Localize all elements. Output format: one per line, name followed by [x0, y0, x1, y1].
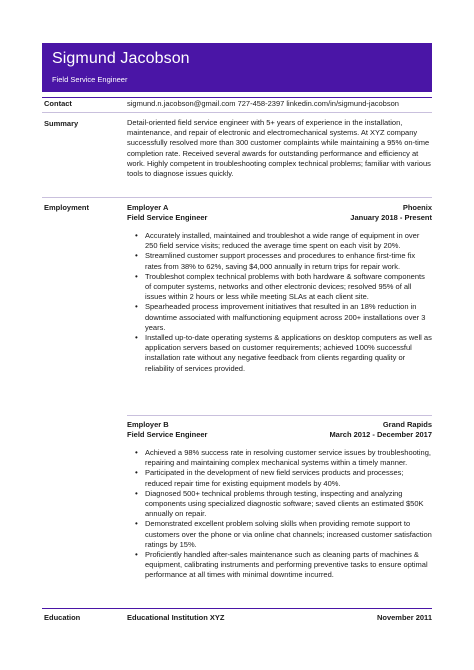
job-role: Field Service Engineer	[127, 213, 208, 222]
job-location: Phoenix	[402, 203, 432, 212]
job-bullet: • Participated in the development of new field services products and processes; reduced repair time for existing equipment models by 40%.	[145, 468, 432, 488]
job-entry	[127, 420, 432, 581]
section-divider	[42, 608, 432, 609]
job-bullet: • Achieved a 98% success rate in resolving customer service issues by troubleshooting, repairing and maintaining complex mechanical systems within a timely manner.	[145, 448, 432, 468]
education-entry	[127, 613, 432, 623]
job-bullet: • Installed up-to-date operating systems & applications on desktop computers as well as application servers based on customer requirements; achieved 100% successful installation rate without any negative feedback from clients regarding quality or reliability of services provided.	[145, 333, 432, 374]
contact-info: sigmund.n.jacobson@gmail.com 727-458-2397 linkedin.com/in/sigmund-jacobson	[127, 99, 399, 108]
job-bullet: • Diagnosed 500+ technical problems through testing, inspecting and analyzing components using specialized diagnostic software; saved clients an estimated $50K annually on repair.	[145, 489, 432, 520]
employment-label: Employment	[44, 203, 90, 212]
education-date: November 2011	[376, 613, 432, 622]
job-bullet-list	[127, 448, 432, 581]
summary-text: Detail-oriented field service engineer with 5+ years of experience in the installation, maintenance, and repair of electronic and electromechanical systems. At XYZ company successfully resolved more than 300 customer complaints while maintaining a 95% on-time completion rate. Received several awards for outstanding performance and efficiency at work. Highly competent in troubleshooting complex technical problems; familiar with various tools to diagnose issues quickly.	[127, 118, 431, 179]
job-entry	[127, 203, 432, 374]
job-role: Field Service Engineer	[127, 430, 208, 439]
section-divider	[42, 97, 432, 98]
job-bullet: • Streamlined customer support processes and procedures to enhance first-time fix rates from 38% to 62%, saving $4,000 annually in return trips for repair work.	[145, 251, 432, 271]
job-bullet: • Spearheaded process improvement initiatives that resulted in an 18% reduction in downtime associated with malfunctioning equipment across 200+ installations over 3 years.	[145, 302, 432, 333]
section-divider	[42, 112, 432, 113]
job-bullet: • Troubleshot complex technical problems with both hardware & software components of computer systems, networks and other electronic devices; resolved 95% of all issues within 2 hours or less while meeting SLAs at each client site.	[145, 272, 432, 303]
candidate-title: Field Service Engineer	[52, 75, 128, 84]
employer-name: Employer A	[127, 203, 169, 212]
resume-header	[42, 43, 432, 92]
job-bullet: • Demonstrated excellent problem solving skills when providing remote support to customers over the phone or via online chat channels; increased customer satisfaction ratings by 15%.	[145, 519, 432, 550]
candidate-name: Sigmund Jacobson	[52, 50, 190, 67]
summary-label: Summary	[44, 119, 79, 128]
section-divider	[42, 197, 432, 198]
job-bullet-list	[127, 231, 432, 374]
institution-name: Educational Institution XYZ	[127, 613, 225, 622]
contact-label: Contact	[44, 99, 72, 108]
employer-name: Employer B	[127, 420, 169, 429]
job-bullet: • Accurately installed, maintained and troubleshot a wide range of equipment in over 250 field service visits; reduced the average time spent on each visit by 20%.	[145, 231, 432, 251]
job-dates: January 2018 - Present	[350, 213, 432, 222]
job-location: Grand Rapids	[382, 420, 432, 429]
job-dates: March 2012 - December 2017	[329, 430, 432, 439]
job-bullet: • Proficiently handled after-sales maintenance such as cleaning parts of machines & equipment, calibrating instruments and performing preventive tasks to ensure optimal performance at all times with minimal downtime incurred.	[145, 550, 432, 581]
education-label: Education	[44, 613, 81, 622]
job-divider	[127, 415, 432, 416]
